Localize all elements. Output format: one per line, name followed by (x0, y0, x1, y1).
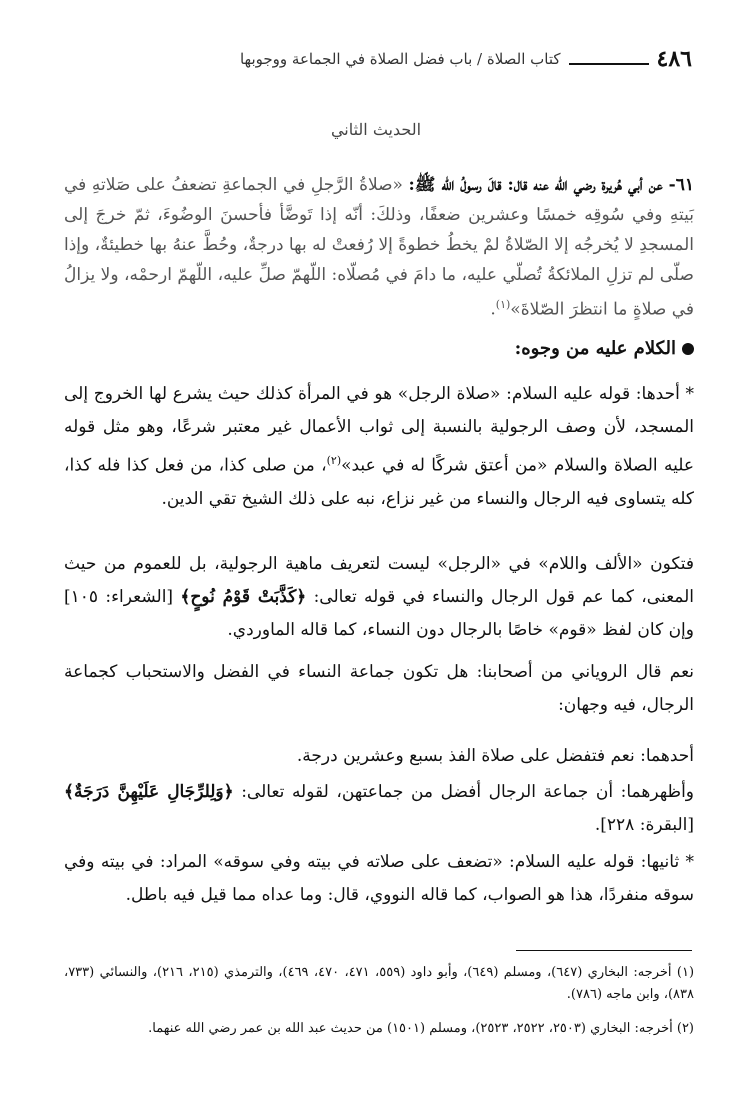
header-rule (569, 63, 649, 65)
paragraph-alif-lam (64, 548, 694, 647)
discussion-heading (515, 338, 694, 359)
bullet-dot-icon (682, 343, 694, 355)
running-title: كتاب الصلاة / باب فضل الصلاة في الجماعة ووجوبها (239, 50, 561, 68)
hadith-number: ٦١ (675, 175, 694, 195)
paragraph-text-end: [الشعراء: ١٠٥] وإن كان لفظ «قوم» خاصًا بالرجال دون النساء، كما قاله الماوردي. (64, 587, 694, 640)
quran-verse: ﴿وَلِلرِّجَالِ عَلَيْهِنَّ دَرَجَةٌ﴾ (64, 782, 234, 802)
paragraph-text: فتكون «الألف واللام» في «الرجل» ليست لتعريف ماهية الرجولية، بل للعموم من حيث المعنى، كما عم قول الرجال والنساء في قوله تعالى: (64, 554, 695, 607)
footnote-rule (516, 950, 692, 951)
hadith-lead: - عن أبي هُريرة رضي الله عنه قال: قالَ رسولُ الله ﷺ: (408, 175, 676, 195)
footnote-ref-1: (١) (495, 298, 511, 311)
paragraph-text-end: [البقرة: ٢٢٨]. (594, 815, 694, 835)
hadith-section-title: الحديث الثاني (330, 120, 422, 139)
hadith-body: «صلاةُ الرَّجلِ في الجماعةِ تضعفُ على صَلاتهِ في بَيتهِ وفي سُوقِه خمسًا وعشرين ضعفًا، وذلكَ: أنّه إذا تَوضَّأ فأحسنَ الوضُوءَ، ثمّ خرجَ إلى المسجدِ لا يُخرجُه إلا الصّلاةُ لمْ يخطُ خطوةً إلا رُفعتْ له بها درجةٌ، وحُطَّ عنهُ بها خطيئةٌ، وإذا صلّى لم تزلِ الملائكةُ تُصلّي عليه، ما دامَ في مُصلّاه: اللّهمّ صلِّ عليه، اللّهمّ ارحمْه، ولا يزالُ في صلاةٍ ما انتظرَ الصّلاةَ» (64, 175, 694, 320)
paragraph-first-view: أحدهما: نعم فتفضل على صلاة الفذ بسبع وعشرين درجة. (296, 746, 694, 766)
paragraph-second-aspect: * ثانيها: قوله عليه السلام: «تضعف على صلاته في بيته وفي سوقه» المراد: في بيته وفي سوقه منفردًا، هذا هو الصواب، كما قاله النووي، قال: وما عداه مما قيل فيه باطل. (64, 852, 694, 905)
running-header (60, 46, 692, 72)
quran-verse: ﴿كَذَّبَتْ قَوْمُ نُوحٍ﴾ (180, 587, 307, 607)
footnote-1: (١) أخرجه: البخاري (٦٤٧)، ومسلم (٦٤٩)، وأبو داود (٥٥٩، ٤٧١، ٤٧٠، ٤٦٩)، والترمذي (٢١٥، ٢١٦)، والنسائي (٧٣٣، ٨٣٨)، وابن ماجه (٧٨٦). (64, 965, 695, 1002)
paragraph-first-aspect (64, 378, 694, 516)
paragraph-second-view (64, 776, 694, 842)
hadith-text: ٦١- عن أبي هُريرة رضي الله عنه قال: قالَ رسولُ الله ﷺ: «صلاةُ الرَّجلِ في الجماعةِ تضعفُ على صَلاتهِ في بَيتهِ وفي سُوقِه خمسًا وعشرين ضعفًا، وذلكَ: أنّه إذا تَوضَّأ فأحسنَ الوضُوءَ، ثمّ خرجَ إلى المسجدِ لا يُخرجُه إلا الصّلاةُ لمْ يخطُ خطوةً إلا رُفعتْ له بها درجةٌ، وحُطَّ عنهُ بها خطيئةٌ، وإذا صلّى لم تزلِ الملائكةُ تُصلّي عليه، ما دامَ في مُصلّاه: اللّهمّ صلِّ عليه، اللّهمّ ارحمْه، ولا يزالُ في صلاةٍ ما انتظرَ الصّلاةَ»$^{(١)}$. (64, 175, 694, 320)
discussion-heading-text: الكلام عليه من وجوه: (514, 338, 676, 359)
footnote-ref-2: (٢) (326, 454, 342, 467)
paragraph-text: وأظهرهما: أن جماعة الرجال أفضل من جماعتهن، لقوله تعالى: (241, 782, 695, 802)
footnote-2: (٢) أخرجه: البخاري (٢٥٠٣، ٢٥٢٢، ٢٥٢٣)، ومسلم (١٥٠١) من حديث عبد الله بن عمر رضي الله عنهما. (148, 1021, 694, 1036)
paragraph-ruyani: نعم قال الروياني من أصحابنا: هل تكون جماعة النساء في الفضل والاستحباب كجماعة الرجال، فيه وجهان: (64, 662, 694, 715)
paragraph-text-end: ، من صلى كذا، من فعل كذا فله كذا، كله يتساوى فيه الرجال والنساء من غير نزاع، نبه على ذلك الشيخ تقي الدين. (64, 455, 694, 509)
page-number: ٤٨٦ (656, 46, 692, 72)
paragraph-text: * أحدها: قوله عليه السلام: «صلاة الرجل» هو في المرأة كذلك حيث يشرع لها الخروج إلى المسجد، لأن وصف الرجولية بالنسبة إلى ثواب الأعمال غير معتبر شرعًا، وهو مثل قوله عليه الصلاة والسلام «من أعتق شركًا له في عبد» (64, 384, 694, 476)
